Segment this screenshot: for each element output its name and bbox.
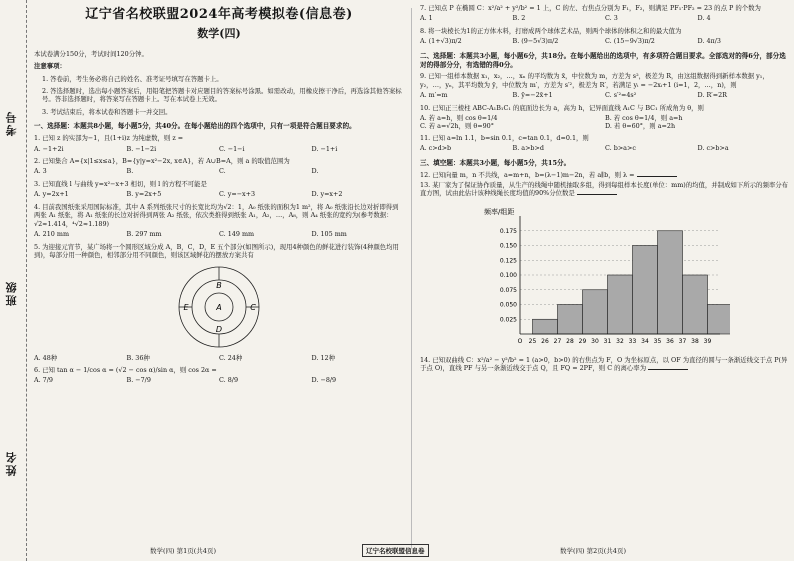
question-13 <box>420 181 790 198</box>
y-tick-labels <box>500 228 517 324</box>
option-a: A. −1+2i <box>34 144 64 153</box>
notes-heading: 注意事项： <box>34 62 66 71</box>
histogram-figure <box>420 202 790 352</box>
y-tick-label: 0.050 <box>499 301 517 309</box>
question-1: 1. 已知 z 的实部为−1，且(1+i)z 为纯虚数，则 z = <box>34 134 184 143</box>
option-d: D. 12种 <box>311 353 335 362</box>
option-b: B. 297 mm <box>126 230 162 239</box>
y-tick-label: 0.025 <box>499 316 517 324</box>
footer-right: 数学(四) 第2页(共4页) <box>560 547 626 555</box>
question-8-options <box>420 37 790 45</box>
x-tick-label: 26 <box>541 337 549 345</box>
option-c: C. s′²=4s² <box>605 91 637 100</box>
option-b: B. a>b>d <box>512 144 544 153</box>
x-tick-label: 25 <box>528 337 537 345</box>
question-10-options <box>420 114 790 131</box>
histogram-bar <box>633 245 658 334</box>
option-b: B. −1−2i <box>126 144 157 153</box>
option-b: B. ȳ=−2x̄+1 <box>512 91 553 100</box>
histogram-bar <box>708 304 731 334</box>
x-tick-label: 36 <box>666 337 674 345</box>
question-5-options <box>34 354 404 362</box>
exam-number-label: 考号 <box>5 110 18 136</box>
histogram-bar <box>583 290 608 334</box>
question-3: 3. 已知直线 l 与曲线 y=x²−x+3 相切，则 l 的方程不可能是 <box>34 179 207 188</box>
question-8: 8. 将一块棱长为1的正方体木料，打磨成两个球体艺术品，则两个球体的体积之和的最大值为 <box>420 26 682 35</box>
option-d: D. R′=2R <box>697 91 727 100</box>
option-c: C. (15−9√3)π/2 <box>605 37 655 46</box>
option-d: D. 4 <box>697 14 711 23</box>
option-a: A. 3 <box>34 167 47 176</box>
region-a-label: A <box>216 302 222 312</box>
option-c: C. 若 a=√2h，则 θ=90° <box>420 122 494 131</box>
question-3-options <box>34 190 404 198</box>
exam-title: 辽宁省名校联盟2024年高考模拟卷(信息卷) <box>85 7 353 22</box>
x-tick-label: 35 <box>653 337 662 345</box>
x-tick-label: O <box>517 337 523 345</box>
note-1: 1. 答卷前，考生务必将自己的姓名、准考证号填写在答题卡上。 <box>42 74 223 83</box>
option-b: B. 2 <box>512 14 526 23</box>
page-divider <box>411 8 412 548</box>
instructions <box>34 50 404 117</box>
option-b: B. 若 cos θ=1/4，则 a=h <box>605 114 683 123</box>
option-b: B. 36种 <box>126 353 150 362</box>
option-a: A. 1 <box>420 14 433 23</box>
x-tick-label: 30 <box>591 337 599 345</box>
histogram-bar <box>608 275 633 334</box>
x-tick-label: 29 <box>578 337 587 345</box>
x-tick-label: 39 <box>703 337 712 345</box>
x-tick-label: 32 <box>616 337 624 345</box>
option-b: B. −7/9 <box>126 376 151 385</box>
option-a: A. y=2x+1 <box>34 190 69 199</box>
question-4-options <box>34 230 404 238</box>
region-e-label: E <box>183 302 189 312</box>
option-c: C. 3 <box>605 14 618 23</box>
question-13-text: 13. 某厂家为了保证协作质量，从生产的线绳中随机抽取多组，得到每组样本长度(单位：mm)的均值，并制成如下所示的频率分布直方图，试由此估计该种线绳长度均值的90%分位数是 <box>420 181 789 198</box>
answer-blank <box>577 194 617 195</box>
option-c: C. y=−x+3 <box>219 190 256 199</box>
question-1-options <box>34 145 404 153</box>
question-4: 4. 目前我国纸张采用国际标准，其中 A 系列纸张尺寸的长宽比均为√2：1，A₀ 纸张的面积为1 m²，将 A₀ 纸张沿长边对折即得到两张 A₁ 纸张，将 A₁ 纸张的长边对折得到两张 A₂ 纸张，依次类推得到纸张 A₁，A₂，…，A₈，则 A₄ 纸张的宽约为(参考数据：√2≈1.414，⁴√2≈1.189) <box>34 202 399 228</box>
option-d: D. <box>311 167 319 176</box>
question-6-options <box>34 376 404 384</box>
option-d: D. 若 θ=60°，则 a=2h <box>605 122 676 131</box>
option-b: B. (9−5√3)π/2 <box>512 37 559 46</box>
option-c: C. 149 mm <box>219 230 255 239</box>
question-14-text: 14. 已知双曲线 C：x²/a² − y²/b² = 1 (a>0，b>0) 的右焦点为 F，O 为坐标原点，以 OF 为直径的圆与一条渐近线交于点 P(异于点 O)，直线 PF 与另一条渐近线交于点 Q，且 FQ = 2PF，则 C 的离心率为 <box>420 355 788 373</box>
name-label: 姓名 <box>5 450 18 476</box>
section-3-heading: 三、填空题：本题共3小题，每小题5分，共15分。 <box>420 158 571 167</box>
option-d: D. 4π/3 <box>697 37 721 46</box>
region-c-label: C <box>250 302 256 312</box>
option-b: B. y=2x+5 <box>126 190 162 199</box>
question-7: 7. 已知点 P 在椭圆 C：x²/a² + y²/b² = 1 上，C 的左、右焦点分别为 F₁，F₂，则满足 PF₁·PF₂ = 23 的点 P 的个数为 <box>420 4 761 12</box>
question-7-options <box>420 14 790 22</box>
question-5: 5. 为迎接元宵节，某广场将一个圆形区域分成 A，B，C，D，E 五个部分(如图所示)，现用4种颜色的鲜花进行装饰(4种颜色均用到)，每部分用一种颜色，相邻部分用不同颜色，则该区域鲜花的摆放方案共有 <box>34 242 399 260</box>
answer-blank <box>637 176 677 177</box>
option-a: A. c>d>b <box>420 144 452 153</box>
option-d: D. 105 mm <box>311 230 347 239</box>
x-tick-label: 27 <box>553 337 562 345</box>
histogram-bar <box>683 275 708 334</box>
x-tick-label: 31 <box>603 337 612 345</box>
right-page <box>420 4 790 539</box>
section-2-heading: 二、选择题：本题共3小题，每小题6分，共18分。在每小题给出的选项中，有多项符合题目要求。全部选对的得6分，部分选对的得部分分，有选错的得0分。 <box>420 51 786 69</box>
histogram-bar <box>658 231 683 334</box>
question-14 <box>420 356 790 373</box>
y-tick-label: 0.125 <box>499 257 517 265</box>
answer-blank <box>648 369 688 370</box>
note-3: 3. 考试结束后，将本试卷和答题卡一并交回。 <box>42 107 172 116</box>
section-1-heading: 一、选择题：本题共8小题，每小题5分，共40分。在每小题给出的四个选项中，只有一项是符合题目要求的。 <box>34 122 356 131</box>
option-a: A. 48种 <box>34 353 58 362</box>
option-d: D. c>b>a <box>697 144 729 153</box>
note-2: 2. 答选择题时，选出每小题答案后，用铅笔把答题卡对应题目的答案标号涂黑。如需改动，用橡皮擦干净后，再选涂其他答案标号。答非选择题时，将答案写在答题卡上。写在本试卷上无效。 <box>42 87 402 104</box>
x-tick-label: 34 <box>641 337 649 345</box>
question-9-options <box>420 91 790 99</box>
question-11-options <box>420 144 790 152</box>
left-page <box>34 4 404 539</box>
x-tick-labels <box>518 338 712 345</box>
y-tick-label: 0.175 <box>499 227 517 235</box>
region-b-label: B <box>216 280 222 290</box>
y-tick-label: 0.075 <box>499 286 517 294</box>
option-b: B. <box>126 167 134 176</box>
binding-cut-line <box>26 0 27 561</box>
option-d: D. −8/9 <box>311 376 337 385</box>
footer-stamp: 辽宁名校联盟信息卷 <box>362 544 429 557</box>
option-a: A. 210 mm <box>34 230 70 239</box>
option-c: C. 8/9 <box>219 376 239 385</box>
option-d: D. y=x+2 <box>311 190 343 199</box>
ring-diagram <box>164 264 274 350</box>
option-d: D. −1+i <box>311 144 338 153</box>
option-a: A. 若 a=h，则 cos θ=1/4 <box>420 114 498 123</box>
question-6: 6. 已知 tan α − 1/cos α = (√2 − cos α)/sin α，则 cos 2α = <box>34 365 217 374</box>
subject-title: 数学(四) <box>197 27 241 41</box>
y-axis-label: 频率/组距 <box>484 207 515 216</box>
option-a: A. m′=m <box>420 91 448 100</box>
question-2: 2. 已知集合 A={x|1≤x≤a}，B={y|y=x²−2x, x∈A}，若 A∪B=A，则 a 的取值范围为 <box>34 157 290 165</box>
histogram-bars <box>533 231 731 334</box>
question-11: 11. 已知 a=ln 1.1，b=sin 0.1，c=tan 0.1，d=0.1，则 <box>420 133 589 142</box>
y-tick-label: 0.150 <box>499 242 517 250</box>
question-2-options <box>34 167 404 175</box>
y-tick-label: 0.100 <box>499 271 517 279</box>
option-a: A. (1+√3)π/2 <box>420 37 462 46</box>
ring-figure <box>34 264 404 350</box>
x-tick-label: 33 <box>628 337 637 345</box>
option-c: C. b>a>c <box>605 144 636 153</box>
class-label: 班级 <box>5 280 18 306</box>
footer-left: 数学(四) 第1页(共4页) <box>150 547 216 555</box>
question-12 <box>420 171 790 179</box>
region-d-label: D <box>215 324 223 334</box>
question-10: 10. 已知正三棱柱 ABC-A₁B₁C₁ 的底面边长为 a，高为 h，记异面直线 A₁C 与 BC₁ 所成角为 θ，则 <box>420 103 704 112</box>
option-c: C. 24种 <box>219 353 243 362</box>
question-12-text: 12. 已知向量 m，n 不共线，a=m+n，b=(λ−1)m−2n，若 a∥b，则 λ = <box>420 170 635 179</box>
option-c: C. −1−i <box>219 144 245 153</box>
question-9: 9. 已知一组样本数据 x₁，x₂，…，xₙ 的平均数为 x̄，中位数为 m，方差为 s²，极差为 R，由这组数据得到新样本数据 y₁，y₂，…，yₙ，其平均数为 ȳ，中位数为 m′，方差为 s′²，极差为 R′，若满足 yᵢ = −2xᵢ+1 (i=1，2，…，n)，则 <box>420 72 769 89</box>
x-tick-label: 38 <box>691 337 699 345</box>
histogram-bar <box>533 319 558 334</box>
histogram-chart <box>480 202 730 352</box>
intro-text: 本试卷满分150分，考试时间120分钟。 <box>34 49 148 58</box>
x-tick-label: 28 <box>566 337 574 345</box>
option-c: C. <box>219 167 226 176</box>
x-tick-label: 37 <box>678 337 687 345</box>
histogram-bar <box>558 304 583 334</box>
option-a: A. 7/9 <box>34 376 53 385</box>
